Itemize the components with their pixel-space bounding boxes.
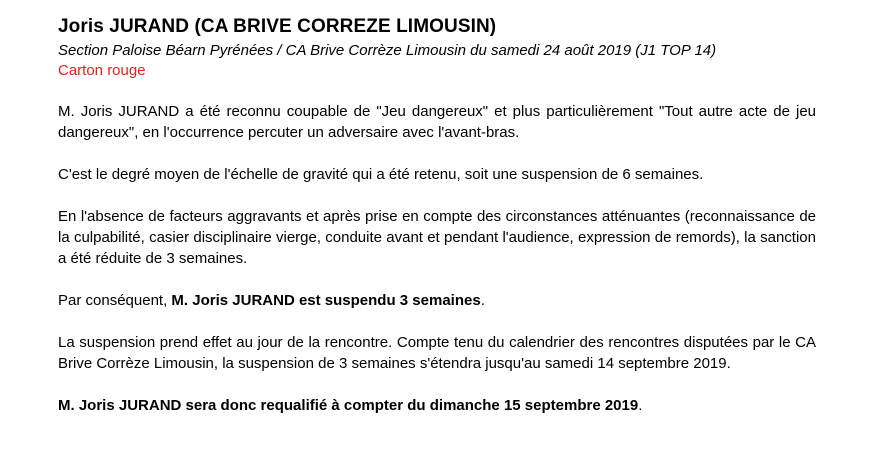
paragraph-gravity: C'est le degré moyen de l'échelle de gravité qui a été retenu, soit une suspension de 6 semaines. [58,166,704,183]
decision-document [58,14,816,416]
paragraph-requalification [58,395,816,416]
match-info: Section Paloise Béarn Pyrénées / CA Brive Corrèze Limousin du samedi 24 août 2019 (J1 TOP 14) [58,42,717,59]
paragraph-conclusion [58,290,816,311]
conclusion-prefix: Par conséquent, [58,292,172,309]
sanction-type: Carton rouge [58,62,146,79]
requalification-bold: M. Joris JURAND sera donc requalifié à compter du dimanche 15 septembre 2019 [58,397,639,414]
conclusion-suffix: . [480,292,485,309]
paragraph-mitigation: En l'absence de facteurs aggravants et après prise en compte des circonstances atténuantes (reconnaissance de la culpabilité, casier disciplinaire vierge, conduite avant et pendant l'audience, expression de remords), la sanction a été réduite de 3 semaines. [58,208,816,267]
paragraph-effect: La suspension prend effet au jour de la rencontre. Compte tenu du calendrier des rencontres disputées par le CA Brive Corrèze Limousin, la suspension de 3 semaines s'étendra jusqu'au samedi 14 septembre 2019. [58,334,816,372]
requalification-suffix: . [638,397,643,414]
paragraph-offense: M. Joris JURAND a été reconnu coupable de "Jeu dangereux" et plus particulièrement "Tout autre acte de jeu dangereux", en l'occurrence percuter un adversaire avec l'avant-bras. [58,103,816,141]
conclusion-bold: M. Joris JURAND est suspendu 3 semaines [171,292,481,309]
player-title: Joris JURAND (CA BRIVE CORREZE LIMOUSIN) [58,16,497,37]
